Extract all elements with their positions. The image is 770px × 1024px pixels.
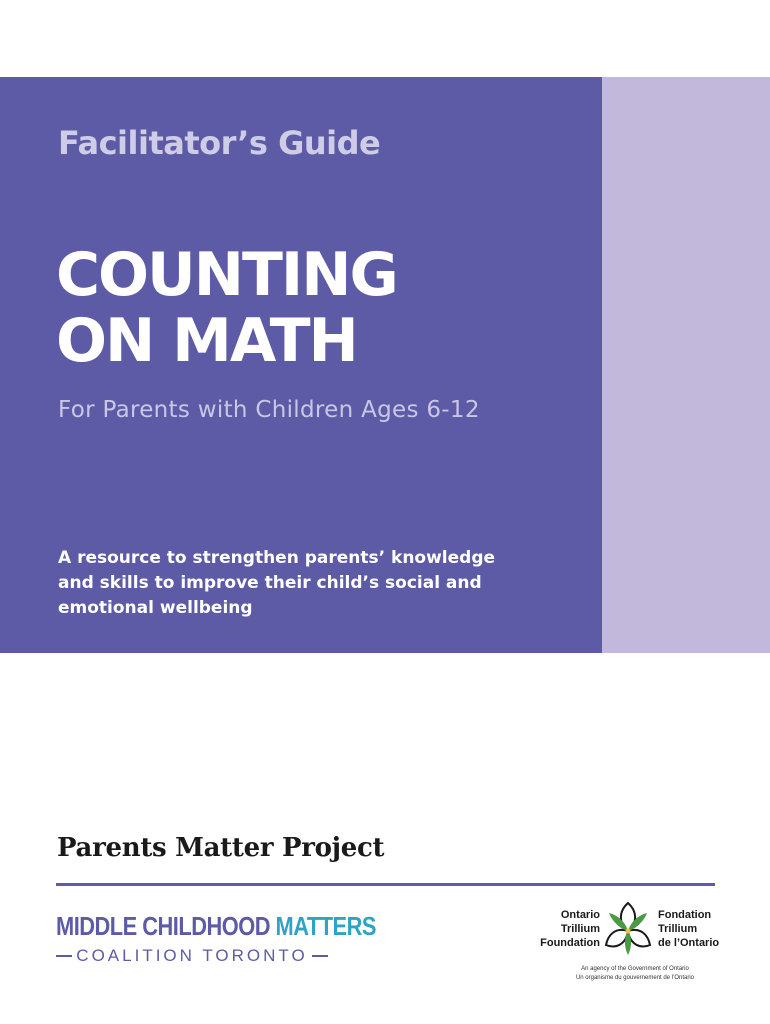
mcm-subline-text: COALITION TORONTO	[76, 946, 308, 965]
otf-fr-line: Fondation	[658, 909, 712, 921]
agency-french: Un organisme du gouvernement de l’Ontario	[575, 975, 695, 981]
audience-tagline: For Parents with Children Ages 6-12	[58, 397, 480, 423]
guide-subtitle: Facilitator’s Guide	[58, 124, 381, 162]
title-line-2: ON MATH	[56, 306, 357, 376]
mcm-subline-right-rule	[312, 955, 328, 957]
cover-description: A resource to strengthen parents’ knowledge and skills to improve their child’s social and emotional wellbeing	[58, 548, 496, 618]
footer-divider	[56, 883, 715, 886]
otf-name-french	[658, 908, 738, 950]
otf-name-english	[530, 908, 600, 950]
otf-agency-note	[560, 965, 710, 983]
agency-english: An agency of the Government of Ontario	[581, 966, 689, 972]
title-line-1: COUNTING	[56, 240, 397, 310]
mcm-logo-wordmark	[56, 911, 376, 942]
trillium-flower-icon	[603, 901, 653, 957]
mcm-subline-left-rule	[56, 955, 72, 957]
mcm-logo-subline	[56, 946, 328, 966]
cover-title	[56, 242, 397, 374]
project-name: Parents Matter Project	[57, 833, 385, 863]
otf-en-line: Foundation	[540, 937, 600, 949]
mcm-logo-word2: MATTERS	[275, 911, 376, 941]
cover-side-strip	[602, 77, 770, 653]
otf-fr-line: Trillium	[658, 923, 698, 935]
otf-en-line: Trillium	[560, 923, 600, 935]
otf-en-line: Ontario	[560, 909, 600, 921]
mcm-logo-word1: MIDDLE CHILDHOOD	[56, 911, 270, 941]
otf-fr-line: de l’Ontario	[658, 937, 720, 949]
